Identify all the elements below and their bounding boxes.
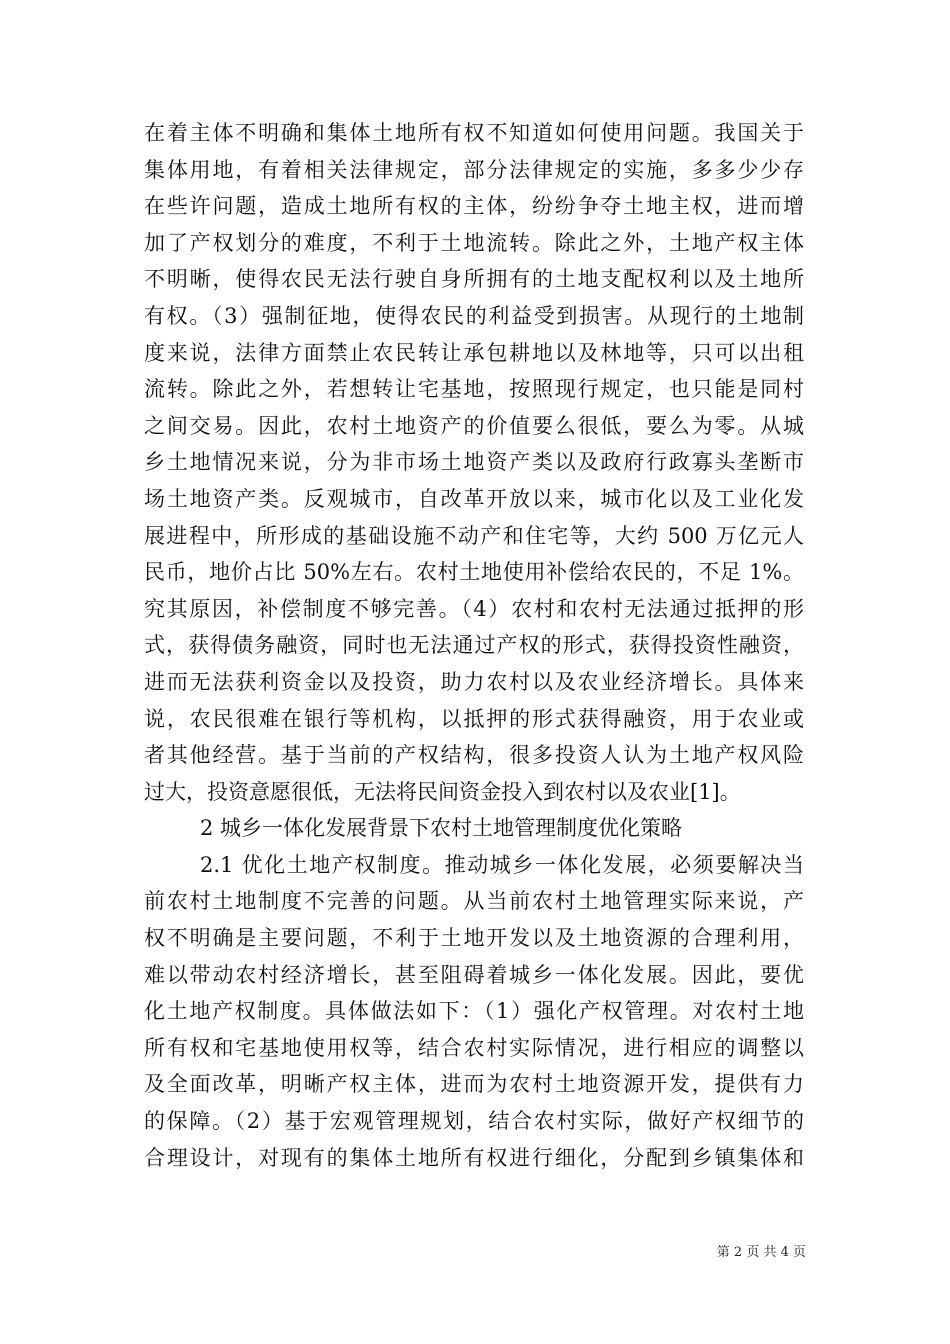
text-line: 之间交易。因此，农村土地资产的价值要么很低，要么为零。从城 <box>144 413 804 438</box>
text-line: 权不明确是主要问题，不利于土地开发以及土地资源的合理利用， <box>144 926 804 951</box>
text-line: 场土地资产类。反观城市，自改革开放以来，城市化以及工业化发 <box>144 486 804 511</box>
text-line: 过大，投资意愿很低，无法将民间资金投入到农村以及农业[1]。 <box>144 779 741 804</box>
text-line: 有权。（3）强制征地，使得农民的利益受到损害。从现行的土地制 <box>144 303 804 328</box>
text-line: 说，农民很难在银行等机构，以抵押的形式获得融资，用于农业或 <box>144 706 804 731</box>
text-line: 流转。除此之外，若想转让宅基地，按照现行规定，也只能是同村 <box>144 377 804 402</box>
text-line: 难以带动农村经济增长，甚至阻碍着城乡一体化发展。因此，要优 <box>144 962 804 987</box>
text-line: 在着主体不明确和集体土地所有权不知道如何使用问题。我国关于 <box>144 121 804 145</box>
text-line: 不明晰，使得农民无法行驶自身所拥有的土地支配权利以及土地所 <box>144 267 804 292</box>
text-line: 所有权和宅基地使用权等，结合农村实际情况，进行相应的调整以 <box>144 1035 804 1060</box>
text-line: 究其原因，补偿制度不够完善。（4）农村和农村无法通过抵押的形 <box>144 596 804 621</box>
text-line: 的保障。（2）基于宏观管理规划，结合农村实际，做好产权细节的 <box>144 1109 804 1134</box>
text-line: 前农村土地制度不完善的问题。从当前农村土地管理实际来说，产 <box>144 889 804 914</box>
text-line: 乡土地情况来说，分为非市场土地资产类以及政府行政寡头垄断市 <box>144 450 804 475</box>
section-heading: 2 城乡一体化发展背景下农村土地管理制度优化策略 <box>200 816 683 841</box>
text-line: 化土地产权制度。具体做法如下：（1）强化产权管理。对农村土地 <box>144 999 804 1024</box>
text-line: 者其他经营。基于当前的产权结构，很多投资人认为土地产权风险 <box>144 743 804 768</box>
text-line: 进而无法获利资金以及投资，助力农村以及农业经济增长。具体来 <box>144 669 804 694</box>
text-line: 式，获得债务融资，同时也无法通过产权的形式，获得投资性融资， <box>144 633 804 658</box>
text-line: 加了产权划分的难度，不利于土地流转。除此之外，土地产权主体 <box>144 230 804 255</box>
page-number: 第 2 页 共 4 页 <box>716 1245 806 1260</box>
body-text <box>144 115 804 1176</box>
text-line: 2.1 优化土地产权制度。推动城乡一体化发展，必须要解决当 <box>200 852 804 877</box>
text-line: 度来说，法律方面禁止农民转让承包耕地以及林地等，只可以出租 <box>144 340 804 365</box>
text-line: 合理设计，对现有的集体土地所有权进行细化，分配到乡镇集体和 <box>144 1145 804 1170</box>
text-line: 集体用地，有着相关法律规定，部分法律规定的实施，多多少少存 <box>144 157 804 182</box>
text-line: 展进程中，所形成的基础设施不动产和住宅等，大约 500 万亿元人 <box>144 523 804 548</box>
text-line: 及全面改革，明晰产权主体，进而为农村土地资源开发，提供有力 <box>144 1072 804 1097</box>
text-line: 民币，地价占比 50%左右。农村土地使用补偿给农民的，不足 1%。 <box>144 560 804 585</box>
paragraph-1 <box>144 115 804 810</box>
text-line: 在些许问题，造成土地所有权的主体，纷纷争夺土地主权，进而增 <box>144 194 804 219</box>
paragraph-2 <box>144 847 804 1176</box>
